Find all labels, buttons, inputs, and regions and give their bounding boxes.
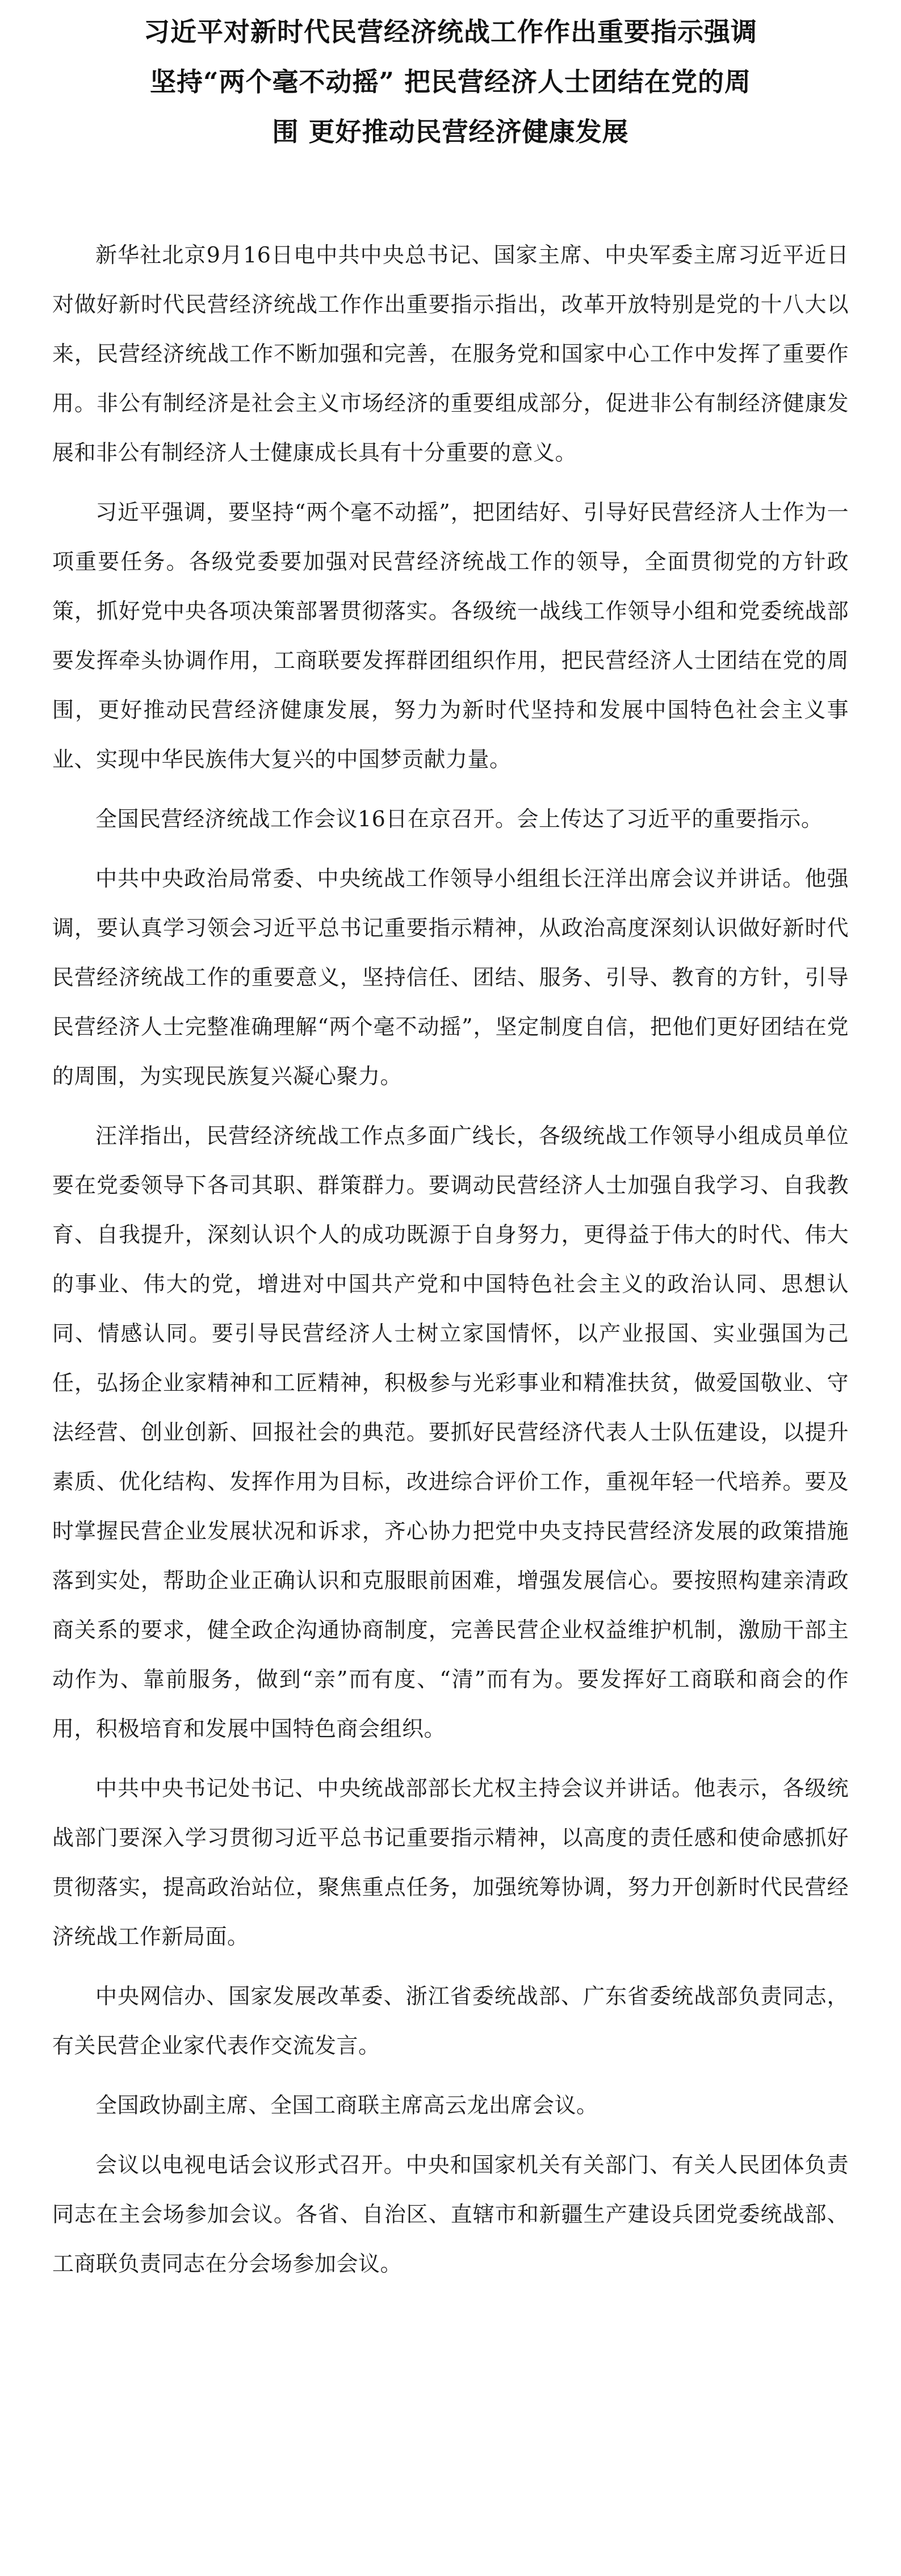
title-line-2: 坚持“两个毫不动摇” 把民营经济人士团结在党的周 <box>150 66 751 97</box>
paragraph: 汪洋指出，民营经济统战工作点多面广线长，各级统战工作领导小组成员单位要在党委领导下各司其职、群策群力。要调动民营经济人士加强自我学习、自我教育、自我提升，深刻认识个人的成功既源于自身努力，更得益于伟大的时代、伟大的事业、伟大的党，增进对中国共产党和中国特色社会主义的政治认同、思想认同、情感认同。要引导民营经济人士树立家国情怀，以产业报国、实业强国为己任，弘扬企业家精神和工匠精神，积极参与光彩事业和精准扶贫，做爱国敬业、守法经营、创业创新、回报社会的典范。要抓好民营经济代表人士队伍建设，以提升素质、优化结构、发挥作用为目标，改进综合评价工作，重视年轻一代培养。要及时掌握民营企业发展状况和诉求，齐心协力把党中央支持民营经济发展的政策措施落到实处，帮助企业正确认识和克服眼前困难，增强发展信心。要按照构建亲清政商关系的要求，健全政企沟通协商制度，完善民营企业权益维护机制，激励干部主动作为、靠前服务，做到“亲”而有度、“清”而有为。要发挥好工商联和商会的作用，积极培育和发展中国特色商会组织。 <box>52 1123 849 1741</box>
paragraph: 全国民营经济统战工作会议16日在京召开。会上传达了习近平的重要指示。 <box>95 806 823 831</box>
paragraph: 全国政协副主席、全国工商联主席高云龙出席会议。 <box>95 2093 598 2118</box>
title-line-1: 习近平对新时代民营经济统战工作作出重要指示强调 <box>144 16 757 47</box>
paragraph-closing: 会议以电视电话会议形式召开。中央和国家机关有关部门、有关人民团体负责同志在主会场参加会议。各省、自治区、直辖市和新疆生产建设兵团党委统战部、工商联负责同志在分会场参加会议。 <box>52 2152 849 2276</box>
paragraph: 中共中央书记处书记、中央统战部部长尤权主持会议并讲话。他表示，各级统战部门要深入学习贯彻习近平总书记重要指示精神，以高度的责任感和使命感抓好贯彻落实，提高政治站位，聚焦重点任务，加强统筹协调，努力开创新时代民营经济统战工作新局面。 <box>52 1776 849 1949</box>
paragraph: 习近平强调，要坚持“两个毫不动摇”，把团结好、引导好民营经济人士作为一项重要任务。各级党委要加强对民营经济统战工作的领导，全面贯彻党的方针政策，抓好党中央各项决策部署贯彻落实。各级统一战线工作领导小组和党委统战部要发挥牵头协调作用，工商联要发挥群团组织作用，把民营经济人士团结在党的周围，更好推动民营经济健康发展，努力为新时代坚持和发展中国特色社会主义事业、实现中华民族伟大复兴的中国梦贡献力量。 <box>52 500 849 772</box>
article-body <box>52 231 849 2289</box>
paragraph: 中央网信办、国家发展改革委、浙江省委统战部、广东省委统战部负责同志，有关民营企业家代表作交流发言。 <box>52 1984 849 2058</box>
article-title <box>52 7 849 157</box>
title-line-3: 围 更好推动民营经济健康发展 <box>272 116 629 147</box>
paragraph: 中共中央政治局常委、中央统战工作领导小组组长汪洋出席会议并讲话。他强调，要认真学习领会习近平总书记重要指示精神，从政治高度深刻认识做好新时代民营经济统战工作的重要意义，坚持信任、团结、服务、引导、教育的方针，引导民营经济人士完整准确理解“两个毫不动摇”，坚定制度自信，把他们更好团结在党的周围，为实现民族复兴凝心聚力。 <box>52 866 849 1089</box>
paragraph-lead: 新华社北京9月16日电中共中央总书记、国家主席、中央军委主席习近平近日对做好新时代民营经济统战工作作出重要指示指出，改革开放特别是党的十八大以来，民营经济统战工作不断加强和完善，在服务党和国家中心工作中发挥了重要作用。非公有制经济是社会主义市场经济的重要组成部分，促进非公有制经济健康发展和非公有制经济人士健康成长具有十分重要的意义。 <box>52 242 849 465</box>
